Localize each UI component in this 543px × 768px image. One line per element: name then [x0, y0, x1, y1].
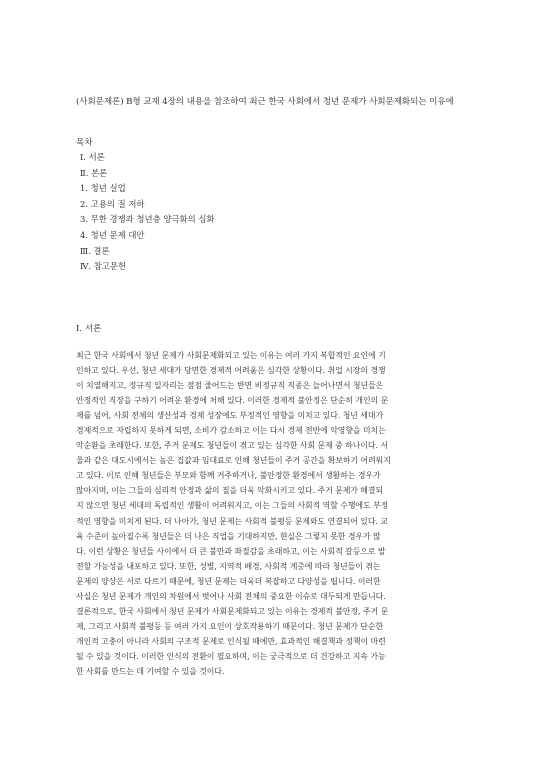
text-line: 최근 한국 사회에서 청년 문제가 사회문제화되고 있는 이유는 여러 가지 복합적인 요인에 기 [76, 351, 386, 360]
text-line: 적인 영향을 미치게 된다. 더 나아가, 청년 문제는 사회적 불평등 문제와도 연결되어 있다. 교 [76, 516, 388, 526]
toc-item: Ⅲ. 결론 [80, 245, 110, 256]
text-line: 다. 이런 상황은 청년들 사이에서 더 큰 불만과 좌절감을 초래하고, 이는 사회적 갈등으로 발 [76, 546, 386, 556]
text-line: 인하고 있다. 우선, 청년 세대가 당면한 경제적 어려움은 심각한 상황이다. 취업 시장의 경쟁 [76, 366, 386, 376]
section-heading: Ⅰ. 서론 [76, 324, 102, 334]
toc-item: Ⅰ. 서론 [80, 152, 105, 162]
text-line: 악순환을 초래한다. 또한, 주거 문제도 청년들이 겪고 있는 심각한 사회 문제 중 하나이다. 서 [76, 441, 388, 451]
text-line: 제를 넘어, 사회 전체의 생산성과 경제 성장에도 부정적인 영향을 미치고 있다. 청년 세대가 [76, 411, 384, 421]
text-line: 이 치열해지고, 정규직 일자리는 점점 줄어드는 반면 비정규직 직종은 늘어나면서 청년들은 [76, 381, 384, 391]
text-line: 개인적 고충이 아니라 사회의 구조적 문제로 인식될 때에만, 효과적인 해결책과 정책이 마련 [76, 636, 386, 646]
toc-label: 목차 [76, 138, 93, 148]
table-of-contents [80, 150, 215, 275]
text-line: 고 있다. 이로 인해 청년들은 부모와 함께 거주하거나, 불안정한 환경에서 생활하는 경우가 [76, 471, 381, 481]
toc-item: Ⅱ. 본론 [80, 167, 108, 178]
toc-item: 1. 청년 실업 [80, 183, 126, 194]
text-line: 될 수 있을 것이다. 이러한 인식의 전환이 필요하며, 이는 궁극적으로 더 건강하고 지속 가능 [76, 651, 386, 661]
body-paragraph [76, 348, 472, 679]
toc-item: 2. 고용의 질 저하 [80, 198, 145, 209]
toc-item: 3. 무한 경쟁과 청년층 양극화의 심화 [80, 214, 215, 225]
text-line: 한 사회를 만드는 데 기여할 수 있을 것이다. [76, 666, 225, 676]
toc-item: 4. 청년 문제 대안 [80, 229, 145, 240]
text-line: 육 수준이 높아질수록 청년들은 더 나은 직업을 기대하지만, 현실은 그렇지 못한 경우가 많 [76, 531, 381, 541]
text-line: 전할 가능성을 내포하고 있다. 또한, 성별, 지역적 배경, 사회적 계층에 따라 청년들이 겪는 [76, 561, 381, 571]
text-line: 결론적으로, 한국 사회에서 청년 문제가 사회문제화되고 있는 이유는 경제적 불안정, 주거 문 [76, 606, 389, 616]
text-line: 울과 같은 대도시에서는 높은 집값과 임대료로 인해 청년들이 주거 공간을 확보하기 어려워지 [76, 456, 391, 466]
text-line: 많아지며, 이는 그들의 심리적 안정과 삶의 질을 더욱 악화시키고 있다. 주거 문제가 해결되 [76, 486, 384, 496]
text-line: 제, 그리고 사회적 불평등 등 여러 가지 요인이 상호작용하기 때문이다. 청년 문제가 단순한 [76, 621, 384, 631]
text-line: 안정적인 직장을 구하기 어려운 환경에 처해 있다. 이러한 경제적 불안정은 단순히 개인의 문 [76, 396, 389, 406]
text-line: 사실은 청년 문제가 개인의 차원에서 벗어나 사회 전체의 중요한 이슈로 대두되게 만듭니다. [76, 591, 386, 601]
text-line: 문제의 양상은 서로 다르기 때문에, 청년 문제는 더욱더 복잡하고 다양성을 띱니다. 이러한 [76, 576, 381, 586]
text-line: 경제적으로 자립하지 못하게 되면, 소비가 감소하고 이는 다시 경제 전반에 악영향을 미치는 [76, 426, 386, 436]
toc-item: Ⅳ. 참고문헌 [80, 261, 127, 272]
document-title: (사회문제론) B형 교재 4장의 내용을 참조하여 최근 한국 사회에서 청년 문제가 사회문제화되는 이유에 [76, 97, 454, 107]
text-line: 지 않으면 청년 세대의 독립적인 생활이 어려워지고, 이는 그들의 사회적 역할 수행에도 부정 [76, 501, 389, 511]
